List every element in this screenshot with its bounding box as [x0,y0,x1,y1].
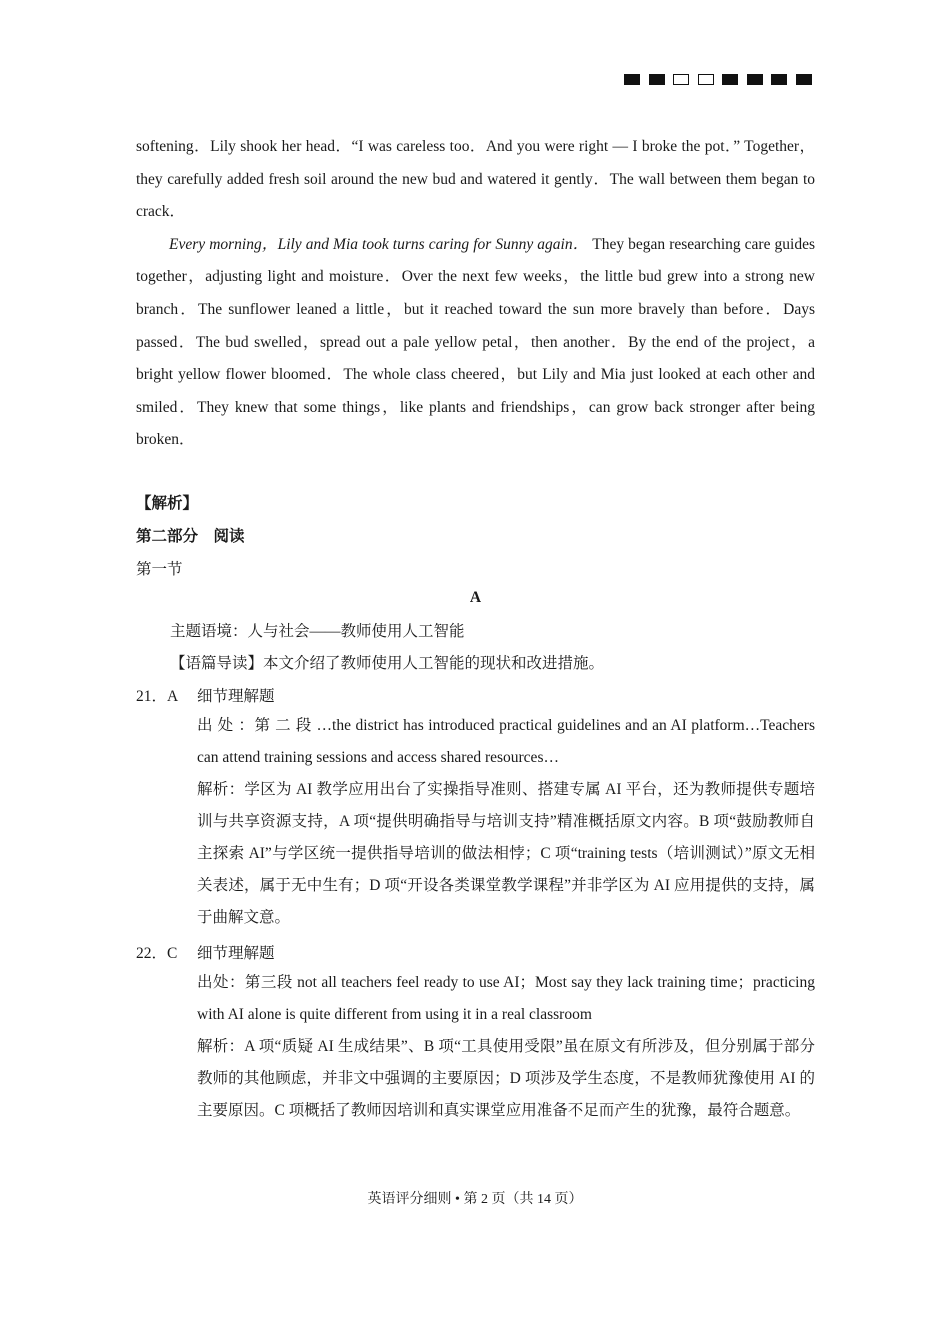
question-22-type: 细节理解题 [197,945,275,962]
theme-context: 主题语境：人与社会——教师使用人工智能 [170,623,465,640]
question-22-explanation: 解析：A 项“质疑 AI 生成结果”、B 项“工具使用受限”虽在原文有所涉及，但分别属于部分教师的其他顾虑，并非文中强调的主要原因；D 项涉及学生态度，不是教师犹豫使用 AI 的主要原因。C 项概括了教师因培训和真实课堂应用准备不足而产生的犹豫，最符合题意。 [197,1038,815,1119]
header-mark [698,74,714,85]
passage-guide: 【语篇导读】本文介绍了教师使用人工智能的现状和改进措施。 [170,655,605,672]
question-21-source-text: …the district has introduced practical guidelines and an AI platform…Teachers can attend training sessions and access shared resources… [197,717,815,766]
part-heading: 第二部分 阅读 [136,528,245,545]
question-21-type: 细节理解题 [197,688,275,705]
analysis-heading: 【解析】 [136,495,199,512]
question-21-source [197,710,815,774]
header-mark [796,74,812,85]
question-21-number: 21．A [136,688,179,705]
question-22-number: 22．C [136,945,178,962]
question-21-source-label: 出 处 ：第 二 段 [197,717,313,734]
section-heading: 第一节 [136,561,183,578]
header-mark [747,74,763,85]
story-paragraph-1: softening．Lily shook her head．“I was careless too．And you were right — I broke the pot．” Together，they carefully added fresh soil around the new bud and watered it gently．The wall between them began to crack． [136,138,815,221]
header-mark [771,74,787,85]
header-mark [624,74,640,85]
header-mark [673,74,689,85]
header-mark [722,74,738,85]
story-paragraph-2 [136,229,815,457]
question-22-source: 出处：第三段 not all teachers feel ready to use AI；Most say they lack training time；practicing with AI alone is quite different from using it in a real classroom [197,974,815,1023]
passage-label: A [469,589,482,606]
story-paragraph-2-rest: They began researching care guides together，adjusting light and moisture．Over the next few weeks，the little bud grew into a strong new branch．The sunflower leaned a little，but it reached toward the sun more bravely than before．Days passed．The bud swelled，spread out a pale yellow petal，then another．By the end of the project，a bright yellow flower bloomed．The whole class cheered，but Lily and Mia just looked at each other and smiled．They knew that some things，like plants and friendships，can grow back stronger after being broken． [136,235,815,449]
header-marks [624,74,820,85]
story-text [136,131,815,457]
question-21-explanation: 解析：学区为 AI 教学应用出台了实操指导准则、搭建专属 AI 平台，还为教师提供专题培训与共享资源支持，A 项“提供明确指导与培训支持”精准概括原文内容。B 项“鼓励教师自主探索 AI”与学区统一提供指导培训的做法相悖；C 项“training tests（培训测试）”原文无相关表述，属于无中生有；D 项“开设各类课堂教学课程”并非学区为 AI 应用提供的支持，属于曲解文意。 [197,781,815,926]
story-italic-sentence: Every morning，Lily and Mia took turns caring for Sunny again． [169,235,589,253]
header-mark [649,74,665,85]
question-22-body [197,967,815,1127]
page-footer: 英语评分细则 • 第 2 页（共 14 页） [367,1192,583,1207]
question-21-body [197,710,815,934]
